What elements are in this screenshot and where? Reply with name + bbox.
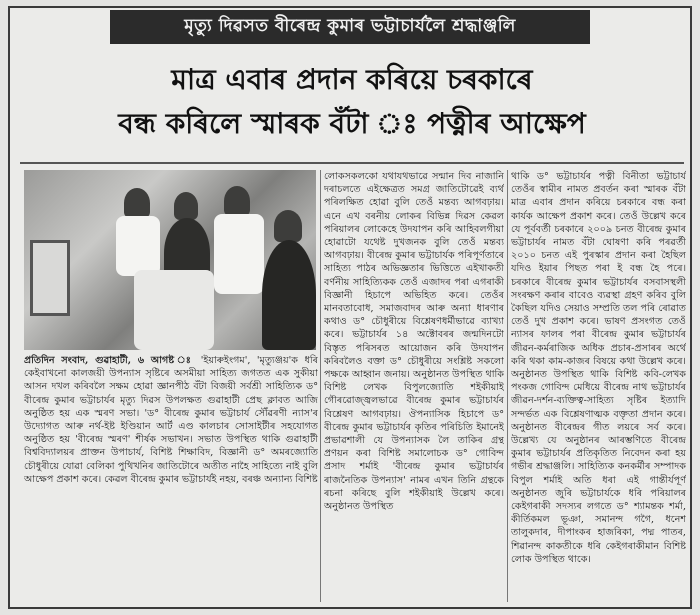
event-photo [24, 170, 316, 350]
headline [20, 58, 684, 146]
person-body [116, 216, 160, 276]
person-head [274, 210, 302, 242]
column-right-text: থাকি ড° ভট্টাচাৰ্যৰ পত্নী বিনীতা ভট্টাচাৰ্য তেওঁৰ স্বামীৰ নামত প্ৰবৰ্তন কৰা স্মাৰক বঁটা মাত্ৰ এবাৰ প্ৰদান কৰিয়ে চৰকাৰে বন্ধ কৰা কাৰ্যক আক্ষেপ প্ৰকাশ কৰে। তেওঁ উল্লেখ কৰে যে পূৰ্ববৰ্তী চৰকাৰে ২০০৯ চনত বীৰেন্দ্ৰ কুমাৰ ভট্টাচাৰ্যৰ নামত বঁটা ঘোষণা কৰি পৰৱৰ্তী ২০১০ চনত এই পুৰস্কাৰ প্ৰদান কৰা হৈছিল যদিও ইয়াৰ পিছত পৰা ই বন্ধ হৈ পৰে। চৰকাৰে বীৰেন্দ্ৰ কুমাৰ ভট্টাচাৰ্যৰ বসবাসস্থলী সংৰক্ষণ কৰাৰ বাবেও ব্যৱস্থা গ্ৰহণ কৰিব বুলি কৈছিল যদিও সেয়াও সম্প্ৰতি তল পৰি ৰোৱাত তেওঁ দুখ প্ৰকাশ কৰে। ভাষণ প্ৰসংগত তেওঁ ন্যাসৰ ফালৰ পৰা বীৰেন্দ্ৰ কুমাৰ ভট্টাচাৰ্যৰ জীৱন-কৰ্মৰাজিক অধিক প্ৰচাৰ-প্ৰসাৰৰ অৰ্থে কৰি থকা কাম-কাজৰ বিষয়ে কথা উল্লেখ কৰে। অনুষ্ঠানত উপস্থিত থাকি বিশিষ্ট কবি-লেখক পংকজ গোবিন্দ মেধিয়ে বীৰেন্দ্ৰ নাথ ভট্টাচাৰ্যৰ জীৱন-দৰ্শন-ব্যক্তিত্ব-সাহিত্য সৃষ্টিৰ ইত্যাদি সন্দৰ্ভত এক বিশ্লেষণাত্মক বক্তৃতা প্ৰদান কৰে। অনুষ্ঠানত বীৰেন্দ্ৰৰ গীত লয়ৰে সৰ্ব কৰে। উল্লেখ্য যে অনুষ্ঠানৰ আৰম্ভণিতে বীৰেন্দ্ৰ কুমাৰ ভট্টাচাৰ্যৰ প্ৰতিকৃতিত নিবেদন কৰা হয় গভীৰ শ্ৰদ্ধাঞ্জলি। সাহিত্যিক কনকৰ্মীৰ সম্পাদক বিপুল শৰ্মাই অতি ধৰা এই গান্তীৰ্যপূৰ্ণ অনুষ্ঠানত জুৰি ভট্টাচাৰ্যকে ধৰি পৰিয়ালৰ কেইগৰাকী সদস্যৰ লগতে ড° শ্যামন্তক শৰ্মা, কীৰ্তিকমল ভূঞা, সমানন্দ গগৈ, ধনেশ তালুকদাৰ, দীপাংকৰ হাজৰিকা, পদ্ম পাতৰ, শিৱানন্দ কাকতীকে ধৰি কেইগৰাকীমান বিশিষ্ট লোক উপস্থিত থাকে। [511, 171, 686, 565]
kicker-banner: মৃত্যু দিৱসত বীৰেন্দ্ৰ কুমাৰ ভট্টাচাৰ্যলৈ শ্ৰদ্ধাঞ্জলি [110, 10, 590, 44]
person-head [124, 188, 150, 218]
column-divider [320, 170, 321, 602]
column-middle [324, 170, 504, 604]
headline-divider [20, 162, 684, 164]
portrait-frame [30, 240, 70, 316]
column-middle-text: লোকসকলকো যথাযথভাৱে সন্মান দিব নাজানি দৰাচলতে এইক্ষেত্ৰত সমগ্ৰ জাতিটোৱেই ব্যৰ্থ পৰিলক্ষিত হোৱা বুলি তেওঁ মন্তব্য আগবঢ়ায়। এনে এখ বৰনীয় লোকৰ বিভিন্ন দিৱস কেৱল পৰিয়ালৰ লোকেহে উদযাপন কৰি আহিবলগীয়া হোৱাটো যথেষ্ট দুখজনক বুলি তেওঁ মন্তব্য আগবঢ়ায়। বীৰেন্দ্ৰ কুমাৰ ভট্টাচাৰ্যক পৰিপূৰ্ণতাৰে সাহিত্য পাঠৰ অভিজ্ঞতাৰ ভিত্তিতে এইখাকতী বৰ্ণনীয় সাহিত্যিকক তেওঁ এজাদৰ পৰা এগৰাকী বিজ্ঞানী হিচাপে অভিহিত কৰে। তেওঁৰ মানবতাবোধ, সমাজবাদৰ আৰু অন্যা ধাৰণাৰ কথাও ড° চৌধুৰীয়ে বিশ্লেষণধৰ্মীভাৱে ব্যাখ্যা কৰে। ভট্টাচাৰ্যৰ ১৪ অক্টোবৰৰ জন্মদিনটো বিস্তৃত পৰিসৰত আয়োজন কৰি উদযাপন কৰিবলৈও বক্তা ড° চৌধুৰীয়ে সংশ্লিষ্ট সকলো পক্ষকে আহ্বান জনায়। অনুষ্ঠানত উপস্থিত থাকি বিশিষ্ট লেখক বিপুলজ্যোতি শইকীয়াই গৌৰৱোজ্জ্বলভাৱে বীৰেন্দ্ৰ কুমাৰ ভট্টাচাৰ্যৰ বিশ্লেষণ আগবঢ়ায়। ঔপন্যাসিক হিচাপে ড° বীৰেন্দ্ৰ কুমাৰ ভট্টাচাৰ্যৰ কৃতিৰ পৰিচিতি ইমানেই প্ৰভাৱশালী যে উপন্যাসক লৈ তাকিৰ গ্ৰন্থ প্ৰণয়ন কৰা বিশিষ্ট সমালোচক ড° গোবিন্দ প্ৰসাদ শৰ্মাই 'বীৰেন্দ্ৰ কুমাৰ ভট্টাচাৰ্যৰ ৰাজনৈতিক উপন্যাস' নামৰ এখন তিনি গ্ৰন্থকে ৰচনা কৰিছে বুলি শইকীয়াই উল্লেখ কৰে। অনুষ্ঠানত উপস্থিত [324, 171, 504, 513]
person-body [262, 240, 316, 350]
headline-line-2: বন্ধ কৰিলে স্মাৰক বঁটা ঃ পত্নীৰ আক্ষেপ [118, 107, 586, 140]
dateline: প্ৰতিদিন সংবাদ, গুৱাহাটী, ৬ আগষ্ট ঃ [24, 355, 195, 366]
person-head [224, 186, 250, 216]
column-right [511, 170, 686, 604]
person-body [214, 214, 264, 294]
person-body [134, 270, 214, 350]
column-left-text: 'ইয়াৰুইংগম', 'মৃত্যুঞ্জয়'ক ধৰি কেইবাখনো কালজয়ী উপন্যাস সৃষ্টিৰে অসমীয়া সাহিত্য জগতত এক সুকীয়া আসন দখল কৰিবলৈ সক্ষম হোৱা জ্ঞানপীঠ বঁটা বিজয়ী সৰ্বশ্ৰী সাহিত্যিক ড° বীৰেন্দ্ৰ কুমাৰ ভট্টাচাৰ্যৰ মৃত্যু দিৱস উপলক্ষত গুৱাহাটী প্ৰেছ ক্লাবত আজি অনুষ্ঠিত হয় এক স্মৰণ সভা। 'ড° বীৰেন্দ্ৰ কুমাৰ ভট্টাচাৰ্য সৌঁৱৰণী ন্যাস'ৰ উদ্যোগত আৰু নৰ্থ-ইষ্ট ইণ্ডিয়ান আৰ্ট এণ্ড কালচাৰ সোসাইটীৰ সহযোগত অনুষ্ঠিত হয় 'বীৰেন্দ্ৰ স্মৰণ' শীৰ্ষক সভাখন। সভাত উপস্থিত থাকি গুৱাহাটী বিশ্ববিদ্যালয়ৰ প্ৰাক্তন উপাচাৰ্য, বিশিষ্ট শিক্ষাবিদ, বিজ্ঞানী ড° অমৰজ্যোতি চৌধুৰীয়ে যোৱা বেলিকা পুথিখনিৰ জাতিটোৰে অতীত নাহৈ সাহিত্যে নাই বুলি আক্ষেপ প্ৰকাশ কৰে। কেৱল বীৰেন্দ্ৰ কুমাৰ ভট্টাচাৰ্যই নহয়, বৰঞ্চ অন্যান্য বিশিষ্ট [24, 355, 318, 485]
column-left [24, 354, 318, 604]
person-head [174, 192, 198, 220]
headline-line-1: মাত্ৰ এবাৰ প্ৰদান কৰিয়ে চৰকাৰে [171, 63, 533, 96]
newspaper-clipping [8, 6, 692, 609]
column-divider [507, 170, 508, 602]
